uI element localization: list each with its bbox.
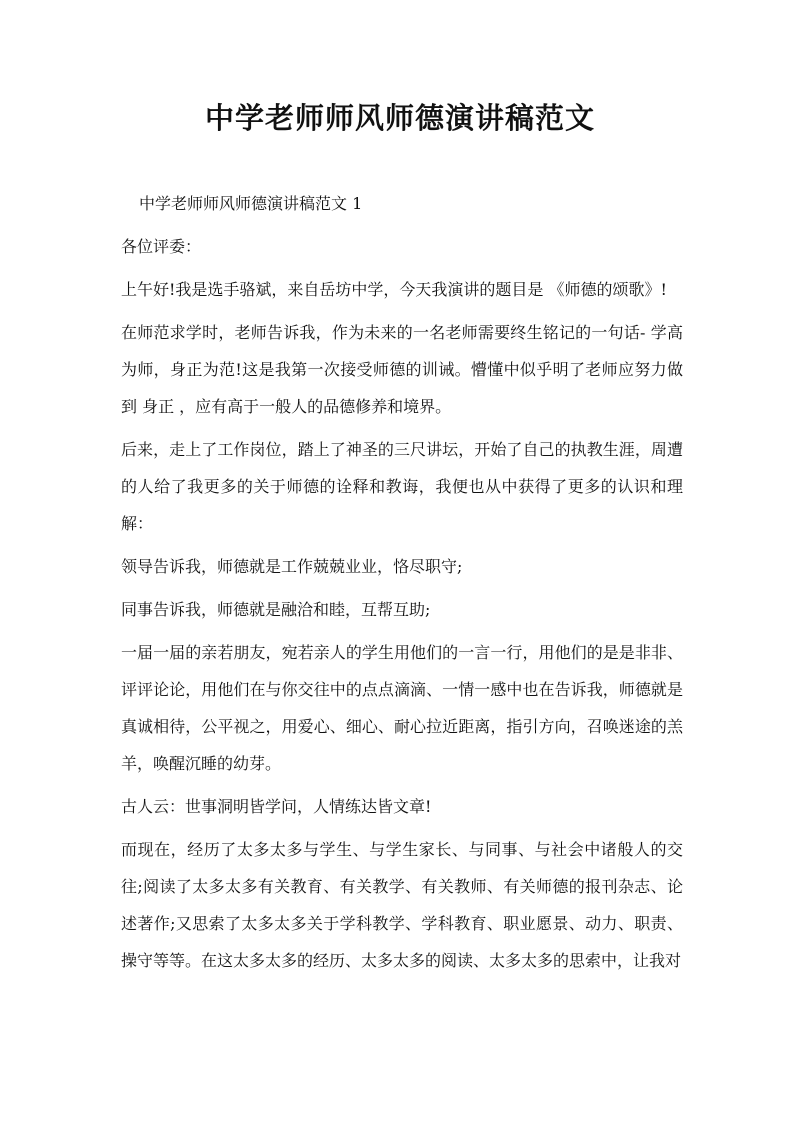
paragraph: 同事告诉我，师德就是融洽和睦，互帮互助; (121, 600, 431, 619)
paragraph: 在师范求学时，老师告诉我，作为未来的一名老师需要终生铭记的一句话- 学高为师，身正为范!这是我第一次接受师德的训诫。懵懂中似乎明了老师应努力做到 身正 ，应有高于一般人的品德修养和境界。 (121, 323, 683, 416)
paragraph: 一届一届的亲若朋友，宛若亲人的学生用他们的一言一行，用他们的是是非非、评评论论，用他们在与你交往中的点点滴滴、一情一感中也在告诉我，师德就是真诚相待，公平视之，用爱心、细心、耐心拉近距离，指引方向，召唤迷途的羔羊，唤醒沉睡的幼芽。 (121, 643, 683, 773)
paragraph: 后来，走上了工作岗位，踏上了神圣的三尺讲坛，开始了自己的执教生涯，周遭的人给了我更多的关于师德的诠释和教诲，我便也从中获得了更多的认识和理解： (121, 440, 683, 533)
paragraph: 而现在，经历了太多太多与学生、与学生家长、与同事、与社会中诸般人的交往;阅读了太多太多有关教育、有关教学、有关教师、有关师德的报刊杂志、论述著作;又思索了太多太多关于学科教学、学科教育、职业愿景、动力、职责、操守等等。在这太多太多的经历、太多太多的阅读、太多太多的思索中，让我对 (121, 840, 683, 970)
section-heading: 中学老师师风师德演讲稿范文 1 (139, 194, 363, 213)
paragraph: 古人云：世事洞明皆学问，人情练达皆文章! (121, 797, 432, 816)
paragraph: 各位评委： (121, 237, 202, 256)
document-title: 中学老师师风师德演讲稿范文 (204, 101, 595, 135)
paragraph: 领导告诉我，师德就是工作兢兢业业，恪尽职守; (121, 557, 463, 576)
paragraph: 上午好!我是选手骆斌，来自岳坊中学，今天我演讲的题目是 《师德的颂歌》! (121, 280, 667, 299)
document-body (117, 185, 683, 985)
